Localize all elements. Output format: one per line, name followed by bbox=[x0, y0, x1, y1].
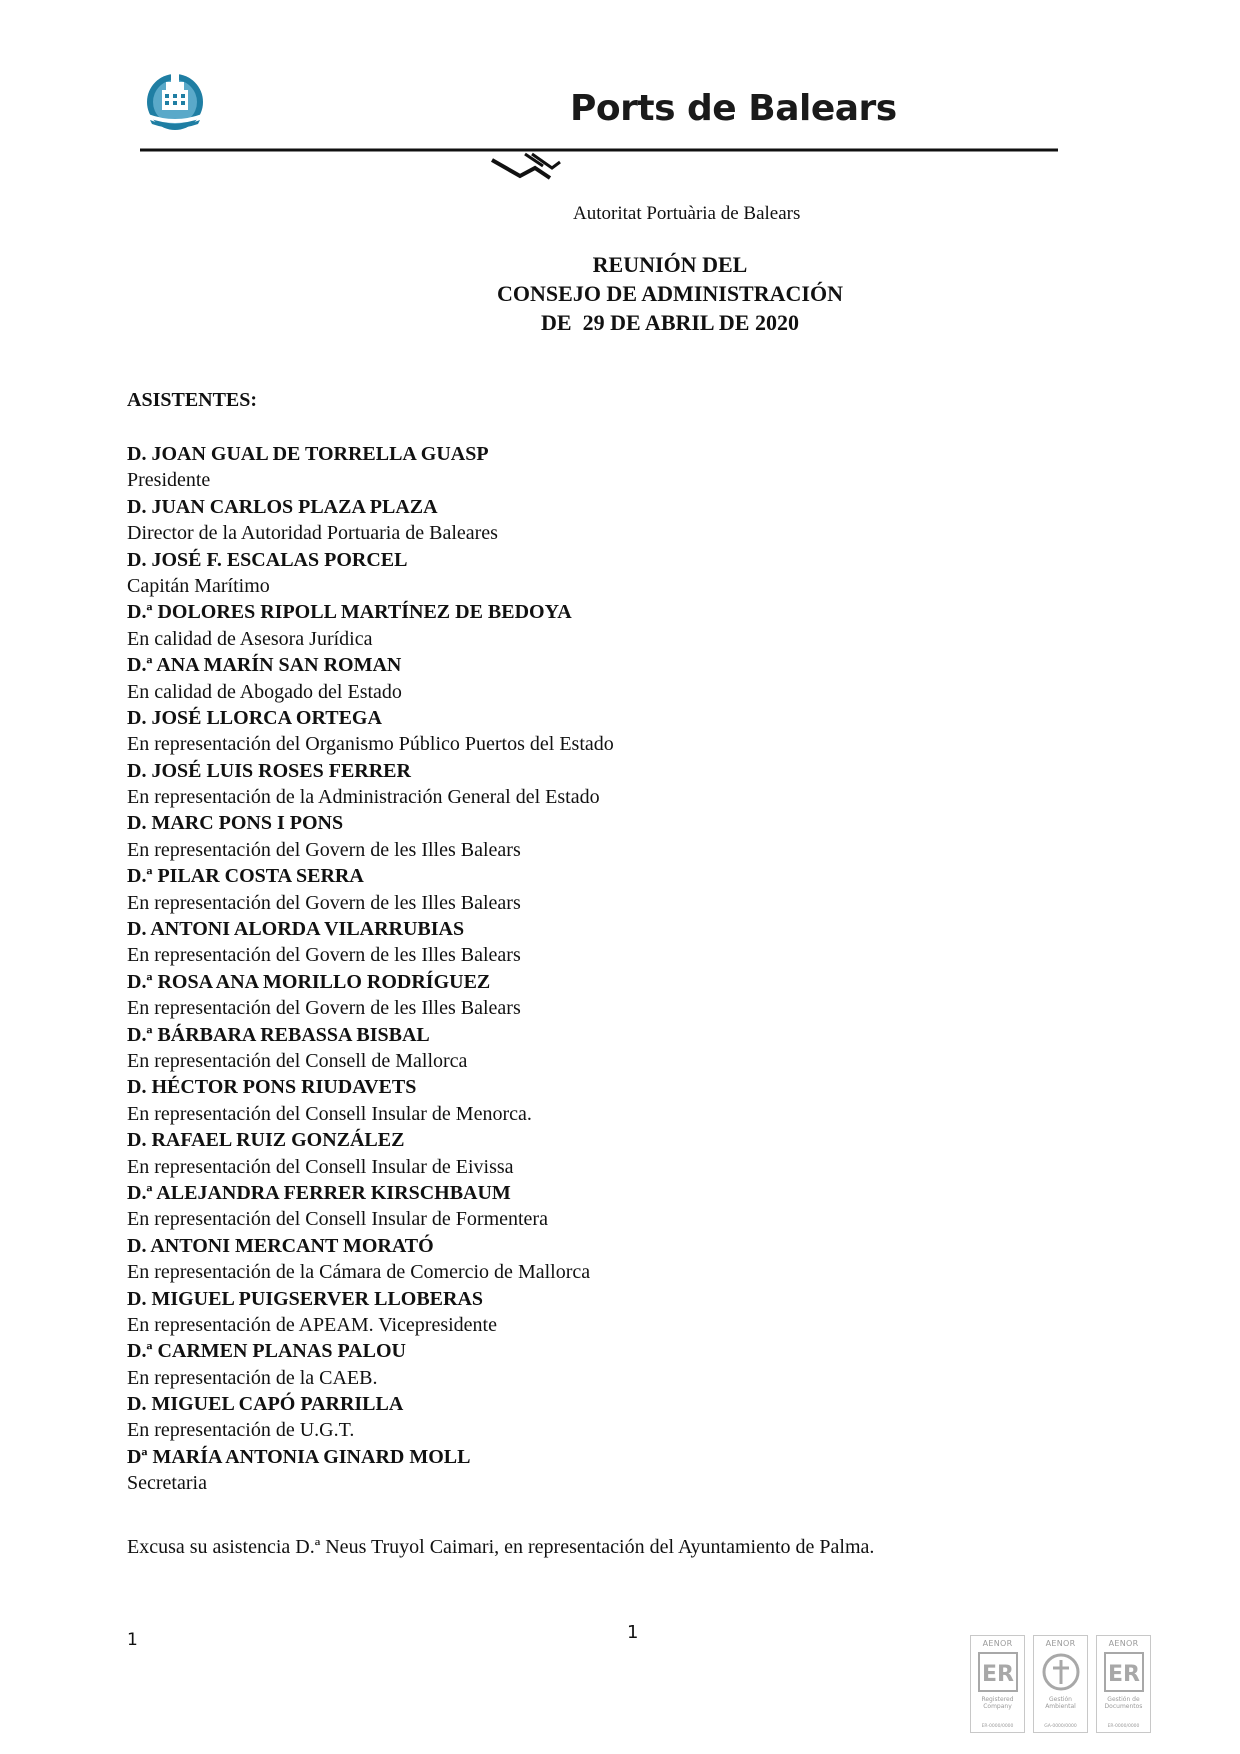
cert-code: ER-0000/0000 bbox=[981, 1724, 1014, 1729]
attendee-entry bbox=[127, 494, 1027, 547]
attendees-heading: ASISTENTES: bbox=[127, 389, 258, 411]
attendee-name: D.ª BÁRBARA REBASSA BISBAL bbox=[127, 1023, 430, 1046]
ports-de-balears-logo bbox=[140, 66, 210, 132]
attendee-entry bbox=[127, 441, 1027, 494]
attendee-name: D. JOSÉ LLORCA ORTEGA bbox=[127, 706, 382, 729]
page-number-center: 1 bbox=[627, 1622, 639, 1643]
attendee-name: D. ANTONI ALORDA VILARRUBIAS bbox=[127, 918, 465, 941]
cert-label bbox=[1103, 1696, 1145, 1710]
attendee-entry bbox=[127, 810, 1027, 863]
attendee-entry bbox=[127, 1338, 1027, 1391]
aenor-documents-badge bbox=[1096, 1635, 1151, 1733]
cert-brand: AENOR bbox=[1108, 1639, 1139, 1648]
attendee-entry bbox=[127, 705, 1027, 758]
attendee-entry bbox=[127, 1180, 1027, 1233]
svg-text:ER: ER bbox=[1107, 1662, 1140, 1687]
meeting-title bbox=[0, 250, 1240, 337]
attendee-name: D. ANTONI MERCANT MORATÓ bbox=[127, 1234, 434, 1257]
attendee-entry bbox=[127, 863, 1027, 916]
attendee-name: D. JOAN GUAL DE TORRELLA GUASP bbox=[127, 443, 489, 465]
excuse-note: Excusa su asistencia D.ª Neus Truyol Caimari, en representación del Ayuntamiento de Palma. bbox=[127, 1536, 875, 1558]
cert-label-line: Ambiental bbox=[1045, 1703, 1076, 1710]
attendee-role: En representación de la CAEB. bbox=[127, 1366, 378, 1389]
svg-text:ER: ER bbox=[981, 1662, 1014, 1687]
attendee-entry bbox=[127, 1233, 1027, 1286]
aenor-er-icon bbox=[978, 1652, 1018, 1692]
attendee-role: Director de la Autoridad Portuaria de Baleares bbox=[127, 522, 498, 545]
cert-brand: AENOR bbox=[1045, 1639, 1076, 1648]
attendee-entry bbox=[127, 1022, 1027, 1075]
attendee-role: En representación del Consell Insular de Formentera bbox=[127, 1208, 548, 1231]
attendee-name: D.ª PILAR COSTA SERRA bbox=[127, 865, 364, 888]
attendee-role: En calidad de Asesora Jurídica bbox=[127, 627, 373, 650]
attendee-name: D.ª CARMEN PLANAS PALOU bbox=[127, 1340, 406, 1363]
cert-code: ER-0000/0000 bbox=[1107, 1724, 1140, 1729]
aenor-environment-icon bbox=[1041, 1652, 1081, 1692]
attendee-entry bbox=[127, 599, 1027, 652]
title-line-1: REUNIÓN DEL bbox=[592, 252, 748, 277]
attendee-role: En representación del Consell de Mallorca bbox=[127, 1049, 468, 1072]
attendee-role: En representación del Govern de les Illes Balears bbox=[127, 997, 521, 1020]
cert-brand: AENOR bbox=[982, 1639, 1013, 1648]
attendee-role: En representación del Govern de les Illes Balears bbox=[127, 838, 521, 861]
attendee-role: En calidad de Abogado del Estado bbox=[127, 680, 402, 703]
attendee-entry bbox=[127, 1286, 1027, 1339]
certification-badges bbox=[970, 1635, 1151, 1733]
cert-label bbox=[1043, 1696, 1078, 1710]
cert-label bbox=[979, 1696, 1015, 1710]
cert-label-line: Gestión de bbox=[1107, 1696, 1140, 1703]
attendee-role: Capitán Marítimo bbox=[127, 574, 270, 597]
attendee-entry bbox=[127, 1074, 1027, 1127]
cert-label-line: Registered bbox=[981, 1696, 1014, 1703]
attendee-role: En representación del Consell Insular de Menorca. bbox=[127, 1102, 532, 1125]
attendee-name: D. RAFAEL RUIZ GONZÁLEZ bbox=[127, 1129, 405, 1152]
attendee-entry bbox=[127, 758, 1027, 811]
attendee-entry bbox=[127, 1391, 1027, 1444]
aenor-er-icon bbox=[1104, 1652, 1144, 1692]
attendee-role: En representación de la Cámara de Comercio de Mallorca bbox=[127, 1261, 591, 1284]
attendee-role: En representación de U.G.T. bbox=[127, 1419, 355, 1442]
attendee-role: En representación de APEAM. Vicepresidente bbox=[127, 1313, 497, 1336]
title-line-3: DE 29 DE ABRIL DE 2020 bbox=[541, 310, 799, 335]
page-number-left: 1 bbox=[127, 1630, 138, 1650]
aenor-er-badge bbox=[970, 1635, 1025, 1733]
attendee-entry bbox=[127, 547, 1027, 600]
attendee-name: D. MIGUEL PUIGSERVER LLOBERAS bbox=[127, 1287, 484, 1310]
header-rule-with-emblem bbox=[140, 148, 1058, 198]
attendee-name: D.ª ALEJANDRA FERRER KIRSCHBAUM bbox=[127, 1181, 511, 1204]
attendee-entry bbox=[127, 1127, 1027, 1180]
cert-label-line: Gestión bbox=[1049, 1696, 1072, 1703]
attendee-role: En representación del Govern de les Illes Balears bbox=[127, 944, 521, 967]
cert-label-line: Company bbox=[983, 1703, 1012, 1710]
aenor-ga-badge bbox=[1033, 1635, 1088, 1733]
attendee-name: D.ª DOLORES RIPOLL MARTÍNEZ DE BEDOYA bbox=[127, 601, 572, 624]
attendee-role: En representación del Consell Insular de Eivissa bbox=[127, 1155, 514, 1178]
attendee-name: D.ª ROSA ANA MORILLO RODRÍGUEZ bbox=[127, 970, 491, 993]
attendee-list bbox=[127, 441, 1027, 1497]
attendee-entry bbox=[127, 1444, 1027, 1497]
attendee-entry bbox=[127, 652, 1027, 705]
attendee-name: D. MIGUEL CAPÓ PARRILLA bbox=[127, 1393, 404, 1416]
cert-label-line: Documentos bbox=[1104, 1703, 1143, 1710]
attendee-name: D. HÉCTOR PONS RIUDAVETS bbox=[127, 1076, 417, 1099]
attendee-name: Dª MARÍA ANTONIA GINARD MOLL bbox=[127, 1445, 471, 1468]
attendee-name: D. JUAN CARLOS PLAZA PLAZA bbox=[127, 495, 438, 518]
attendee-name: D. MARC PONS I PONS bbox=[127, 812, 344, 835]
attendee-role: Presidente bbox=[127, 469, 211, 492]
cert-code: GA-0000/0000 bbox=[1044, 1724, 1077, 1729]
attendee-role: En representación del Govern de les Illes Balears bbox=[127, 891, 521, 914]
attendee-role: En representación del Organismo Público Puertos del Estado bbox=[127, 733, 614, 756]
attendee-name: D. JOSÉ F. ESCALAS PORCEL bbox=[127, 548, 408, 571]
attendee-role: Secretaria bbox=[127, 1472, 207, 1495]
attendee-name: D. JOSÉ LUIS ROSES FERRER bbox=[127, 759, 411, 782]
title-line-2: CONSEJO DE ADMINISTRACIÓN bbox=[497, 281, 843, 306]
attendee-role: En representación de la Administración General del Estado bbox=[127, 786, 600, 809]
attendee-entry bbox=[127, 916, 1027, 969]
attendee-entry bbox=[127, 969, 1027, 1022]
brand-name: Ports de Balears bbox=[570, 88, 897, 129]
attendee-name: D.ª ANA MARÍN SAN ROMAN bbox=[127, 654, 402, 677]
authority-name: Autoritat Portuària de Balears bbox=[573, 203, 801, 224]
